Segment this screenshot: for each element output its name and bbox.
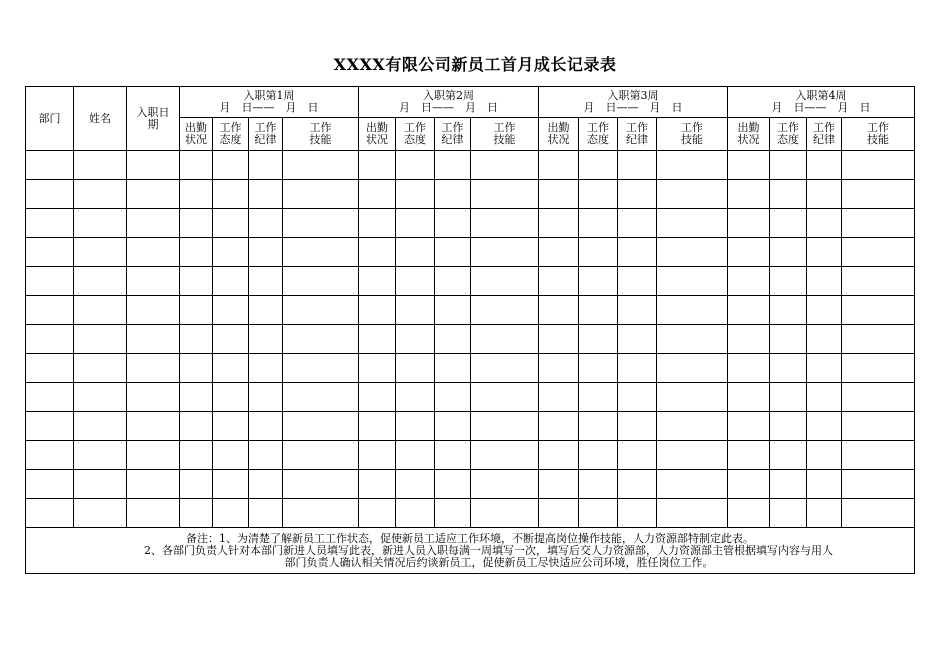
table-cell[interactable] — [579, 209, 618, 238]
table-cell[interactable] — [127, 180, 180, 209]
table-cell[interactable] — [579, 383, 618, 412]
table-cell[interactable] — [770, 180, 807, 209]
table-cell[interactable] — [283, 151, 359, 180]
table-cell[interactable] — [471, 325, 539, 354]
table-cell[interactable] — [657, 180, 728, 209]
table-cell[interactable] — [471, 238, 539, 267]
table-cell[interactable] — [359, 412, 396, 441]
table-cell[interactable] — [728, 354, 770, 383]
subheader-week4-col3: 工作 纪律 — [807, 118, 842, 151]
table-cell[interactable] — [435, 383, 471, 412]
header-department: 部门 — [26, 87, 74, 151]
table-cell[interactable] — [539, 238, 579, 267]
table-cell[interactable] — [127, 354, 180, 383]
table-cell[interactable] — [249, 180, 283, 209]
table-cell[interactable] — [396, 267, 435, 296]
table-cell[interactable] — [770, 470, 807, 499]
growth-record-table — [25, 86, 915, 574]
table-cell[interactable] — [396, 180, 435, 209]
table-row — [26, 441, 915, 470]
table-cell[interactable] — [579, 296, 618, 325]
table-cell[interactable] — [249, 238, 283, 267]
table-cell[interactable] — [728, 470, 770, 499]
table-cell[interactable] — [435, 209, 471, 238]
subheader-week4-col4: 工作 技能 — [842, 118, 915, 151]
table-row — [26, 412, 915, 441]
table-cell[interactable] — [283, 180, 359, 209]
form-title: XXXX有限公司新员工首月成长记录表 — [333, 55, 617, 74]
table-cell[interactable] — [842, 180, 915, 209]
table-cell[interactable] — [127, 267, 180, 296]
subheader-week4-col1: 出勤 状况 — [728, 118, 770, 151]
table-cell[interactable] — [618, 180, 657, 209]
table-cell[interactable] — [728, 180, 770, 209]
table-cell[interactable] — [213, 354, 249, 383]
table-cell[interactable] — [249, 383, 283, 412]
header-week-4: 入职第4周 月 日—— 月 日 — [728, 87, 915, 118]
table-cell[interactable] — [770, 151, 807, 180]
subheader-week1-col1: 出勤 状况 — [180, 118, 213, 151]
table-cell[interactable] — [180, 296, 213, 325]
table-cell[interactable] — [283, 470, 359, 499]
table-cell[interactable] — [842, 354, 915, 383]
table-cell[interactable] — [657, 325, 728, 354]
table-cell[interactable] — [842, 238, 915, 267]
subheader-week1-col2: 工作 态度 — [213, 118, 249, 151]
table-cell[interactable] — [618, 499, 657, 528]
table-cell[interactable] — [579, 470, 618, 499]
table-cell[interactable] — [579, 238, 618, 267]
table-cell[interactable] — [435, 354, 471, 383]
table-cell[interactable] — [435, 151, 471, 180]
table-cell[interactable] — [657, 267, 728, 296]
table-cell[interactable] — [213, 267, 249, 296]
subheader-week2-col3: 工作 纪律 — [435, 118, 471, 151]
notes-cell — [26, 528, 915, 574]
table-cell[interactable] — [618, 238, 657, 267]
table-cell[interactable] — [539, 470, 579, 499]
table-cell[interactable] — [26, 441, 74, 470]
table-cell[interactable] — [539, 354, 579, 383]
table-row — [26, 238, 915, 267]
table-cell[interactable] — [618, 296, 657, 325]
table-cell[interactable] — [359, 499, 396, 528]
table-cell[interactable] — [283, 296, 359, 325]
table-cell[interactable] — [657, 499, 728, 528]
subheader-week4-col2: 工作 态度 — [770, 118, 807, 151]
table-cell[interactable] — [471, 499, 539, 528]
table-cell[interactable] — [359, 296, 396, 325]
table-cell[interactable] — [471, 441, 539, 470]
table-cell[interactable] — [618, 267, 657, 296]
header-week-3: 入职第3周 月 日—— 月 日 — [539, 87, 728, 118]
table-cell[interactable] — [770, 267, 807, 296]
table-row — [26, 383, 915, 412]
table-cell[interactable] — [618, 412, 657, 441]
table-cell[interactable] — [728, 412, 770, 441]
table-cell[interactable] — [770, 383, 807, 412]
table-cell[interactable] — [26, 296, 74, 325]
table-cell[interactable] — [359, 354, 396, 383]
table-cell[interactable] — [842, 209, 915, 238]
table-cell[interactable] — [618, 151, 657, 180]
table-cell[interactable] — [74, 499, 127, 528]
table-row — [26, 180, 915, 209]
subheader-week2-col2: 工作 态度 — [396, 118, 435, 151]
table-cell[interactable] — [283, 383, 359, 412]
subheader-week1-col4: 工作 技能 — [283, 118, 359, 151]
table-cell[interactable] — [579, 180, 618, 209]
table-cell[interactable] — [180, 325, 213, 354]
header-week-1: 入职第1周 月 日—— 月 日 — [180, 87, 359, 118]
table-cell[interactable] — [283, 499, 359, 528]
table-cell[interactable] — [471, 209, 539, 238]
table-cell[interactable] — [435, 180, 471, 209]
table-cell[interactable] — [842, 499, 915, 528]
table-cell[interactable] — [249, 209, 283, 238]
table-cell[interactable] — [471, 267, 539, 296]
table-cell[interactable] — [728, 499, 770, 528]
table-cell[interactable] — [213, 383, 249, 412]
table-cell[interactable] — [657, 412, 728, 441]
table-cell[interactable] — [26, 354, 74, 383]
table-cell[interactable] — [728, 383, 770, 412]
table-cell[interactable] — [842, 296, 915, 325]
table-cell[interactable] — [770, 499, 807, 528]
table-cell[interactable] — [249, 296, 283, 325]
table-cell[interactable] — [770, 441, 807, 470]
table-cell[interactable] — [728, 441, 770, 470]
table-cell[interactable] — [471, 296, 539, 325]
table-cell[interactable] — [728, 238, 770, 267]
table-cell[interactable] — [618, 209, 657, 238]
table-cell[interactable] — [283, 325, 359, 354]
table-cell[interactable] — [180, 354, 213, 383]
table-cell[interactable] — [180, 180, 213, 209]
table-cell[interactable] — [26, 180, 74, 209]
table-cell[interactable] — [807, 151, 842, 180]
table-row — [26, 296, 915, 325]
table-cell[interactable] — [213, 209, 249, 238]
table-cell[interactable] — [74, 180, 127, 209]
table-cell[interactable] — [807, 354, 842, 383]
table-cell[interactable] — [657, 441, 728, 470]
table-cell[interactable] — [807, 499, 842, 528]
table-cell[interactable] — [359, 267, 396, 296]
table-cell[interactable] — [74, 267, 127, 296]
table-cell[interactable] — [213, 238, 249, 267]
table-cell[interactable] — [807, 267, 842, 296]
table-cell[interactable] — [618, 441, 657, 470]
note-line-3: 部门负责人确认相关情况后约谈新员工，促使新员工尽快适应公司环境，胜任岗位工作。 — [284, 555, 714, 569]
table-cell[interactable] — [26, 412, 74, 441]
subheader-week3-col1: 出勤 状况 — [539, 118, 579, 151]
table-cell[interactable] — [807, 325, 842, 354]
subheader-week2-col4: 工作 技能 — [471, 118, 539, 151]
table-cell[interactable] — [435, 441, 471, 470]
table-cell[interactable] — [396, 470, 435, 499]
table-cell[interactable] — [74, 296, 127, 325]
table-cell[interactable] — [359, 325, 396, 354]
table-cell[interactable] — [657, 238, 728, 267]
table-cell[interactable] — [26, 267, 74, 296]
table-cell[interactable] — [359, 441, 396, 470]
table-cell[interactable] — [213, 470, 249, 499]
table-cell[interactable] — [26, 209, 74, 238]
table-cell[interactable] — [396, 441, 435, 470]
table-cell[interactable] — [728, 267, 770, 296]
table-cell[interactable] — [74, 325, 127, 354]
table-cell[interactable] — [283, 354, 359, 383]
table-cell[interactable] — [396, 354, 435, 383]
header-name: 姓名 — [74, 87, 127, 151]
subheader-week3-col3: 工作 纪律 — [618, 118, 657, 151]
table-cell[interactable] — [471, 412, 539, 441]
table-cell[interactable] — [359, 383, 396, 412]
table-cell[interactable] — [657, 151, 728, 180]
table-row — [26, 209, 915, 238]
table-cell[interactable] — [249, 354, 283, 383]
table-cell[interactable] — [618, 354, 657, 383]
table-cell[interactable] — [213, 151, 249, 180]
table-cell[interactable] — [127, 238, 180, 267]
table-cell[interactable] — [359, 470, 396, 499]
table-cell[interactable] — [842, 151, 915, 180]
table-cell[interactable] — [396, 209, 435, 238]
table-cell[interactable] — [579, 412, 618, 441]
table-row — [26, 151, 915, 180]
table-cell[interactable] — [657, 470, 728, 499]
table-cell[interactable] — [579, 325, 618, 354]
table-row — [26, 470, 915, 499]
table-cell[interactable] — [539, 151, 579, 180]
table-cell[interactable] — [842, 267, 915, 296]
table-cell[interactable] — [74, 354, 127, 383]
table-cell[interactable] — [180, 470, 213, 499]
table-cell[interactable] — [283, 441, 359, 470]
table-cell[interactable] — [180, 441, 213, 470]
table-cell[interactable] — [127, 325, 180, 354]
table-cell[interactable] — [579, 441, 618, 470]
table-cell[interactable] — [842, 470, 915, 499]
table-cell[interactable] — [74, 470, 127, 499]
table-cell[interactable] — [807, 470, 842, 499]
subheader-week2-col1: 出勤 状况 — [359, 118, 396, 151]
table-cell[interactable] — [396, 499, 435, 528]
table-cell[interactable] — [728, 151, 770, 180]
table-cell[interactable] — [435, 412, 471, 441]
table-cell[interactable] — [435, 238, 471, 267]
table-row — [26, 325, 915, 354]
table-cell[interactable] — [435, 325, 471, 354]
table-cell[interactable] — [213, 180, 249, 209]
subheader-week1-col3: 工作 纪律 — [249, 118, 283, 151]
table-cell[interactable] — [471, 151, 539, 180]
table-cell[interactable] — [579, 151, 618, 180]
table-cell[interactable] — [359, 180, 396, 209]
table-cell[interactable] — [127, 412, 180, 441]
table-cell[interactable] — [283, 209, 359, 238]
table-cell[interactable] — [74, 441, 127, 470]
table-cell[interactable] — [435, 267, 471, 296]
table-cell[interactable] — [249, 412, 283, 441]
table-cell[interactable] — [74, 238, 127, 267]
table-cell[interactable] — [213, 441, 249, 470]
table-cell[interactable] — [26, 470, 74, 499]
table-cell[interactable] — [180, 267, 213, 296]
table-cell[interactable] — [249, 151, 283, 180]
table-row — [26, 267, 915, 296]
table-cell[interactable] — [579, 499, 618, 528]
table-cell[interactable] — [180, 412, 213, 441]
table-cell[interactable] — [770, 209, 807, 238]
table-cell[interactable] — [618, 383, 657, 412]
table-cell[interactable] — [539, 209, 579, 238]
table-cell[interactable] — [842, 383, 915, 412]
table-cell[interactable] — [807, 180, 842, 209]
subheader-week3-col2: 工作 态度 — [579, 118, 618, 151]
header-week-2: 入职第2周 月 日—— 月 日 — [359, 87, 539, 118]
table-cell[interactable] — [249, 267, 283, 296]
table-cell[interactable] — [471, 470, 539, 499]
table-cell[interactable] — [842, 412, 915, 441]
note-line-1: 备注：1、为清楚了解新员工工作状态，促使新员工适应工作环境，不断提高岗位操作技能，人力资源部特制定此表。 — [186, 531, 754, 545]
table-cell[interactable] — [180, 383, 213, 412]
table-cell[interactable] — [539, 441, 579, 470]
table-cell[interactable] — [396, 412, 435, 441]
table-cell[interactable] — [180, 238, 213, 267]
table-cell[interactable] — [180, 499, 213, 528]
table-cell[interactable] — [539, 180, 579, 209]
table-cell[interactable] — [471, 354, 539, 383]
table-cell[interactable] — [618, 470, 657, 499]
table-cell[interactable] — [807, 441, 842, 470]
table-cell[interactable] — [396, 325, 435, 354]
table-cell[interactable] — [539, 325, 579, 354]
table-cell[interactable] — [127, 441, 180, 470]
table-cell[interactable] — [213, 412, 249, 441]
table-cell[interactable] — [213, 325, 249, 354]
table-cell[interactable] — [127, 151, 180, 180]
table-cell[interactable] — [539, 412, 579, 441]
table-cell[interactable] — [74, 151, 127, 180]
table-cell[interactable] — [127, 470, 180, 499]
table-cell[interactable] — [842, 441, 915, 470]
table-cell[interactable] — [283, 238, 359, 267]
table-cell[interactable] — [396, 238, 435, 267]
table-cell[interactable] — [539, 267, 579, 296]
table-cell[interactable] — [807, 238, 842, 267]
table-cell[interactable] — [396, 383, 435, 412]
table-cell[interactable] — [770, 412, 807, 441]
table-cell[interactable] — [359, 151, 396, 180]
table-cell[interactable] — [728, 209, 770, 238]
table-cell[interactable] — [26, 499, 74, 528]
table-cell[interactable] — [127, 499, 180, 528]
table-cell[interactable] — [435, 499, 471, 528]
table-cell[interactable] — [249, 499, 283, 528]
table-cell[interactable] — [579, 267, 618, 296]
table-cell[interactable] — [283, 412, 359, 441]
table-cell[interactable] — [770, 296, 807, 325]
table-cell[interactable] — [539, 499, 579, 528]
table-cell[interactable] — [283, 267, 359, 296]
note-line-2: 2、各部门负责人针对本部门新进人员填写此表，新进人员入职每满一周填写一次，填写后交人力资源部，人力资源部主管根据填写内容与用人 — [144, 543, 833, 557]
table-cell[interactable] — [359, 238, 396, 267]
table-cell[interactable] — [539, 383, 579, 412]
table-cell[interactable] — [770, 325, 807, 354]
subheader-week3-col4: 工作 技能 — [657, 118, 728, 151]
table-cell[interactable] — [657, 209, 728, 238]
table-cell[interactable] — [807, 383, 842, 412]
table-cell[interactable] — [127, 209, 180, 238]
table-cell[interactable] — [127, 296, 180, 325]
table-cell[interactable] — [728, 325, 770, 354]
table-cell[interactable] — [213, 296, 249, 325]
table-cell[interactable] — [74, 209, 127, 238]
table-cell[interactable] — [74, 412, 127, 441]
table-cell[interactable] — [471, 180, 539, 209]
table-cell[interactable] — [842, 325, 915, 354]
table-cell[interactable] — [74, 383, 127, 412]
table-cell[interactable] — [127, 383, 180, 412]
table-row — [26, 354, 915, 383]
header-hire-date: 入职日 期 — [127, 87, 180, 151]
table-cell[interactable] — [657, 383, 728, 412]
table-cell[interactable] — [26, 383, 74, 412]
table-cell[interactable] — [807, 296, 842, 325]
table-cell[interactable] — [435, 296, 471, 325]
table-row — [26, 499, 915, 528]
table-cell[interactable] — [26, 151, 74, 180]
table-cell[interactable] — [180, 151, 213, 180]
table-cell[interactable] — [213, 499, 249, 528]
table-cell[interactable] — [26, 325, 74, 354]
table-cell[interactable] — [249, 470, 283, 499]
table-cell[interactable] — [26, 238, 74, 267]
table-cell[interactable] — [396, 296, 435, 325]
table-cell[interactable] — [539, 296, 579, 325]
table-cell[interactable] — [249, 441, 283, 470]
table-cell[interactable] — [579, 354, 618, 383]
table-cell[interactable] — [396, 151, 435, 180]
table-cell[interactable] — [770, 354, 807, 383]
table-cell[interactable] — [471, 383, 539, 412]
table-cell[interactable] — [359, 209, 396, 238]
table-cell[interactable] — [618, 325, 657, 354]
table-cell[interactable] — [807, 209, 842, 238]
table-cell[interactable] — [657, 296, 728, 325]
table-cell[interactable] — [657, 354, 728, 383]
table-cell[interactable] — [807, 412, 842, 441]
table-cell[interactable] — [249, 325, 283, 354]
table-cell[interactable] — [180, 209, 213, 238]
table-cell[interactable] — [770, 238, 807, 267]
table-cell[interactable] — [728, 296, 770, 325]
table-cell[interactable] — [435, 470, 471, 499]
